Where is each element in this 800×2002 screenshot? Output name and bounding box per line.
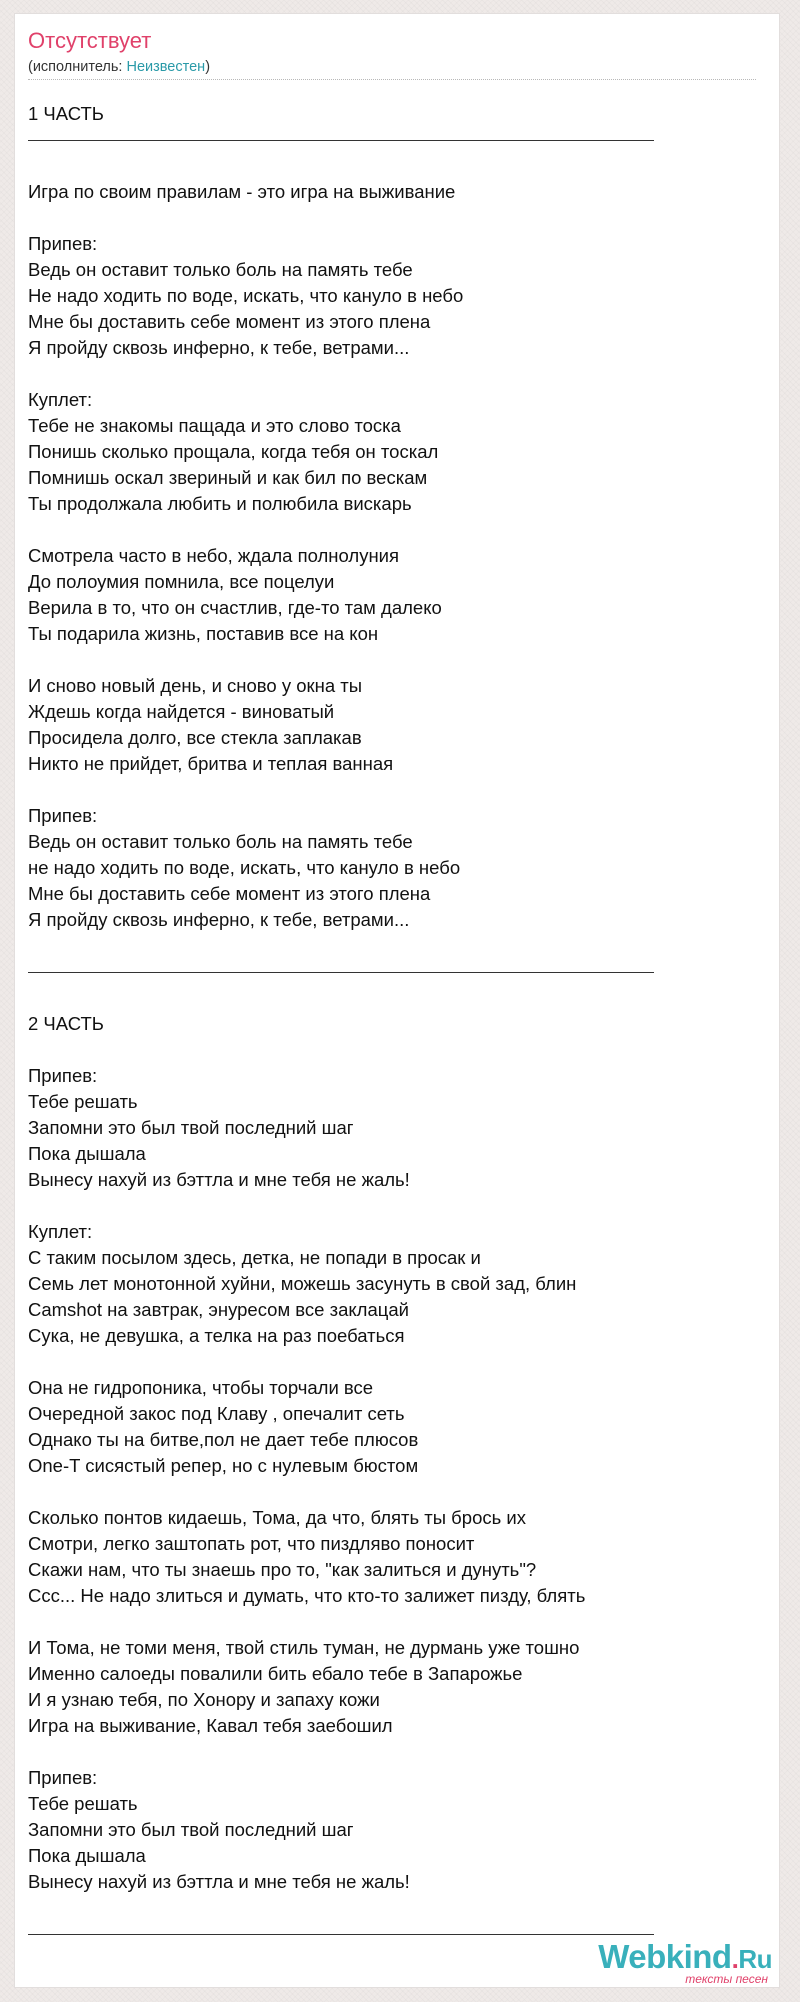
separator-line <box>28 140 654 141</box>
lyric-line: Не надо ходить по воде, искать, что кануло в небо <box>28 285 464 306</box>
lyric-line: И Тома, не томи меня, твой стиль туман, не дурмань уже тошно <box>28 1637 580 1658</box>
lyric-line: Тебе решать <box>28 1793 138 1814</box>
blank-line <box>28 153 728 179</box>
artist-line <box>28 59 210 75</box>
lyric-line: Запомни это был твой последний шаг <box>28 1819 354 1840</box>
lyrics-body <box>28 101 728 1947</box>
logo-dot: . <box>731 1944 739 1974</box>
song-title: Отсутствует <box>28 28 152 53</box>
blank-line <box>28 205 728 231</box>
lyric-line: Тебе не знакомы пащада и это слово тоска <box>28 415 401 436</box>
section-separator <box>28 959 728 985</box>
lyric-line: Припев: <box>28 1065 98 1086</box>
title-divider <box>28 79 756 80</box>
lyric-line: 2 ЧАСТЬ <box>28 1013 104 1034</box>
logo-tld: Ru <box>738 1944 772 1974</box>
blank-line <box>28 933 728 959</box>
blank-line <box>28 777 728 803</box>
lyric-line: До полоумия помнила, все поцелуи <box>28 571 335 592</box>
lyric-line: Куплет: <box>28 389 93 410</box>
lyric-line: 1 ЧАСТЬ <box>28 103 104 124</box>
logo-wordmark: Webkind <box>598 1938 732 1975</box>
blank-line <box>28 985 728 1011</box>
lyric-line: Однако ты на битве,пол не дает тебе плюсов <box>28 1429 419 1450</box>
lyric-line: Припев: <box>28 805 98 826</box>
lyric-line: Ты подарила жизнь, поставив все на кон <box>28 623 379 644</box>
blank-line <box>28 517 728 543</box>
lyric-line: Ты продолжала любить и полюбила вискарь <box>28 493 412 514</box>
lyric-line: не надо ходить по воде, искать, что кануло в небо <box>28 857 461 878</box>
logo-tagline: тексты песен <box>685 1972 768 1986</box>
separator-line <box>28 1934 654 1935</box>
blank-line <box>28 1895 728 1921</box>
lyric-line: И я узнаю тебя, по Хонору и запаху кожи <box>28 1689 380 1710</box>
blank-line <box>28 1609 728 1635</box>
lyric-line: Мне бы доставить себе момент из этого плена <box>28 311 431 332</box>
section-separator <box>28 127 728 153</box>
lyric-line: Понишь сколько прощала, когда тебя он тоскал <box>28 441 439 462</box>
lyric-line: Никто не прийдет, бритва и теплая ванная <box>28 753 394 774</box>
blank-line <box>28 1349 728 1375</box>
lyric-line: Пока дышала <box>28 1845 146 1866</box>
blank-line <box>28 1479 728 1505</box>
lyric-line: Припев: <box>28 233 98 254</box>
lyric-line: Тебе решать <box>28 1091 138 1112</box>
lyric-line: Пока дышала <box>28 1143 146 1164</box>
blank-line <box>28 1739 728 1765</box>
lyric-line: Ждешь когда найдется - виноватый <box>28 701 335 722</box>
artist-link[interactable]: Неизвестен <box>126 59 206 75</box>
lyric-line: Игра на выживание, Кавал тебя заебошил <box>28 1715 393 1736</box>
lyric-line: И сново новый день, и сново у окна ты <box>28 675 363 696</box>
lyric-line: Она не гидропоника, чтобы торчали все <box>28 1377 374 1398</box>
lyric-line: One-T сисястый репер, но с нулевым бюстом <box>28 1455 419 1476</box>
blank-line <box>28 647 728 673</box>
lyric-line: Очередной закос под Клаву , опечалит сеть <box>28 1403 405 1424</box>
lyric-line: Сука, не девушка, а телка на раз поебаться <box>28 1325 405 1346</box>
artist-suffix: ) <box>205 59 211 75</box>
lyric-line: Скажи нам, что ты знаешь про то, "как залиться и дунуть"? <box>28 1559 537 1580</box>
lyric-line: Ссс... Не надо злиться и думать, что кто-то залижет пизду, блять <box>28 1585 586 1606</box>
lyric-line: Смотри, легко заштопать рот, что пиздляво поносит <box>28 1533 475 1554</box>
blank-line <box>28 361 728 387</box>
webkind-logo[interactable] <box>598 1940 772 1986</box>
separator-line <box>28 972 654 973</box>
lyric-line: Смотрела часто в небо, ждала полнолуния <box>28 545 400 566</box>
lyric-line: Ведь он оставит только боль на память тебе <box>28 831 413 852</box>
lyric-line: Вынесу нахуй из бэттла и мне тебя не жаль! <box>28 1871 410 1892</box>
lyric-line: Припев: <box>28 1767 98 1788</box>
lyric-line: Мне бы доставить себе момент из этого плена <box>28 883 431 904</box>
lyric-line: Помнишь оскал звериный и как бил по вескам <box>28 467 428 488</box>
lyric-line: Семь лет монотонной хуйни, можешь засунуть в свой зад, блин <box>28 1273 577 1294</box>
blank-line <box>28 1193 728 1219</box>
blank-line <box>28 1037 728 1063</box>
lyric-line: Сколько понтов кидаешь, Тома, да что, блять ты брось их <box>28 1507 526 1528</box>
lyric-line: Куплет: <box>28 1221 93 1242</box>
lyric-line: Camshot на завтрак, энуресом все заклацай <box>28 1299 409 1320</box>
lyric-line: Я пройду сквозь инферно, к тебе, ветрами... <box>28 337 410 358</box>
lyric-line: Верила в то, что он счастлив, где-то там далеко <box>28 597 442 618</box>
lyric-line: Именно салоеды повалили бить ебало тебе в Запарожье <box>28 1663 523 1684</box>
lyric-line: Запомни это был твой последний шаг <box>28 1117 354 1138</box>
lyric-line: Ведь он оставит только боль на память тебе <box>28 259 413 280</box>
lyric-line: Просидела долго, все стекла заплакав <box>28 727 362 748</box>
lyric-line: Вынесу нахуй из бэттла и мне тебя не жаль! <box>28 1169 410 1190</box>
lyric-line: Я пройду сквозь инферно, к тебе, ветрами... <box>28 909 410 930</box>
lyric-line: С таким посылом здесь, детка, не попади в просак и <box>28 1247 481 1268</box>
artist-prefix: (исполнитель: <box>28 59 127 75</box>
lyric-line: Игра по своим правилам - это игра на выживание <box>28 181 456 202</box>
